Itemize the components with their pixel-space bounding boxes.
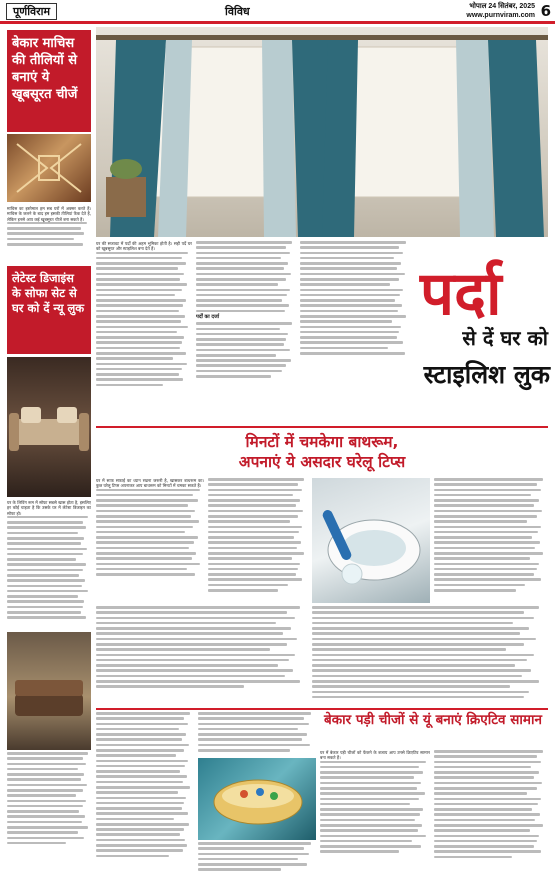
curtain-story-col2 — [196, 241, 296, 419]
curtain-room-photo — [96, 27, 548, 237]
story-intro: घर के लिविंग रूम में सोफा सबसे खास होता है, इसलिए हर कोई चाहता है कि उसके घर में लेटेस्ट डिजाइन का सोफा हो। — [7, 500, 91, 516]
creative-col4 — [434, 750, 548, 878]
section-title: विविध — [225, 5, 250, 18]
sofa-icon — [7, 632, 91, 750]
bathroom-col2 — [208, 478, 308, 602]
story-headline-box — [7, 266, 91, 354]
bathroom-headline-line1: मिनटों में चमकेगा बाथरूम, — [245, 433, 399, 451]
creative-col2-bottom — [198, 842, 316, 878]
living-room-sofa-photo — [7, 632, 91, 750]
creative-intro: घर में बेकार पड़ी चीजों को फेंकने के बजाय आप उनसे क्रिएटिव सामान बना सकते हैं। — [320, 750, 430, 761]
creative-col1 — [96, 712, 194, 877]
masthead — [0, 0, 555, 24]
creative-craft-photo — [198, 758, 316, 840]
bathroom-headline — [96, 432, 548, 472]
curtain-headline-main: पर्दा — [420, 259, 502, 329]
sofa-icon — [7, 357, 91, 497]
page-number: 6 — [540, 2, 551, 20]
bathroom-col1 — [96, 478, 204, 602]
curtains-icon — [96, 27, 548, 237]
curtain-subhead: पर्दों का दर्जा — [196, 313, 220, 320]
story-body — [7, 206, 91, 262]
matchstick-craft-photo — [7, 134, 91, 202]
toilet-cleaning-photo — [312, 478, 430, 603]
story-headline: लेटेस्ट डिजाइंस के सोफा सेट से घर को दें न्यू लुक — [12, 271, 85, 315]
story-headline: बेकार माचिस की तीलियों से बनाएं ये खूबसूरत चीजें — [12, 36, 78, 102]
bathroom-col-bottom — [312, 606, 548, 706]
creative-headline: बेकार पड़ी चीजों से यूं बनाएं क्रिएटिव सामान — [324, 712, 542, 728]
creative-col2-top — [198, 712, 316, 756]
curtain-headline-line3: स्टाइलिश लुक — [423, 360, 550, 389]
bathroom-headline-line2: अपनाएं ये असदार घरेलू टिप्स — [238, 453, 406, 471]
dateline — [466, 2, 535, 20]
newspaper-logo: पूर्णविराम — [6, 3, 57, 20]
bathroom-intro: घर में साफ सफाई का ध्यान रखना जरूरी है, खासकर बाथरूम का। कुछ घरेलू टिप्स अपनाकर आप बाथरूम को मिनटों में चमका सकते हैं। — [96, 478, 204, 489]
curtain-story-col1 — [96, 241, 192, 419]
section-divider — [96, 426, 548, 428]
story-body — [7, 752, 91, 872]
toilet-icon — [312, 478, 430, 603]
creative-col3 — [320, 750, 430, 878]
story-body — [7, 500, 91, 630]
story-intro: माचिस का इस्तेमाल हम सब घरों में अक्सर करते हैं। माचिस के जलने के बाद हम इसकी तीलियां फेंक देते हैं, लेकिन इनसे आप कई खूबसूरत चीजें बना सकते हैं। — [7, 206, 91, 222]
website-link[interactable]: www.purnviram.com — [466, 12, 535, 19]
date-text: भोपाल 24 सितंबर, 2025 — [469, 3, 535, 10]
bathroom-col-mid — [96, 606, 308, 696]
bathroom-col4 — [434, 478, 548, 602]
section-divider — [96, 708, 548, 710]
craft-bowl-icon — [198, 758, 316, 840]
sofa-set-photo — [7, 357, 91, 497]
story-headline-box — [7, 30, 91, 132]
curtain-story-intro: घर की सजावट में पर्दों की अहम भूमिका होती है। सही पर्दे घर को खूबसूरत और स्टाइलिश बना देते हैं। — [96, 241, 192, 252]
matchstick-craft-icon — [7, 134, 91, 202]
curtain-headline-line2: से दें घर को — [462, 326, 548, 350]
